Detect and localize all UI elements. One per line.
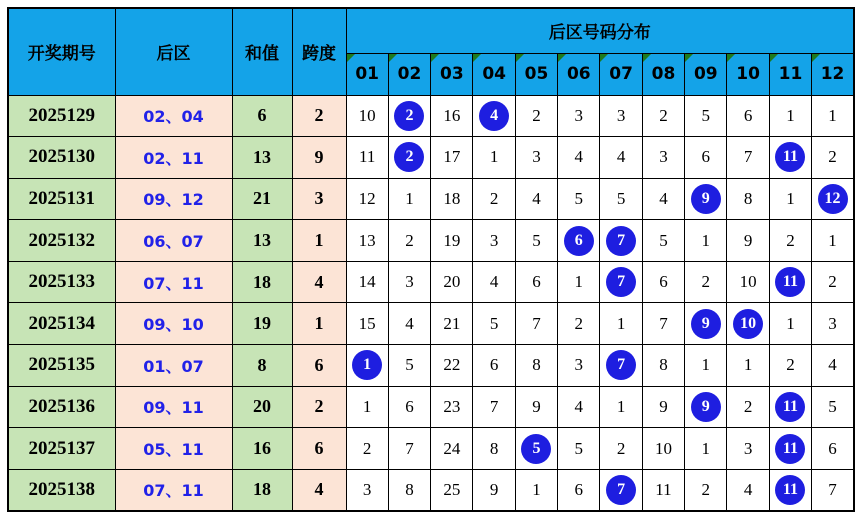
dist-cell: 6 bbox=[558, 469, 600, 511]
table-row bbox=[8, 178, 854, 220]
dist-cell: 8 bbox=[642, 345, 684, 387]
dist-cell: 2 bbox=[685, 261, 727, 303]
dist-cell: 5 bbox=[558, 428, 600, 470]
dist-cell: 1 bbox=[769, 95, 811, 137]
dist-cell: 3 bbox=[388, 261, 430, 303]
table-header bbox=[8, 8, 854, 95]
dist-cell: 8 bbox=[388, 469, 430, 511]
dist-cell: 2 bbox=[769, 220, 811, 262]
drawn-number-ball: 11 bbox=[775, 267, 805, 297]
dist-cell: 7 bbox=[388, 428, 430, 470]
dist-cell bbox=[769, 428, 811, 470]
dist-cell: 1 bbox=[600, 386, 642, 428]
dist-cell: 4 bbox=[515, 178, 557, 220]
dist-cell: 14 bbox=[346, 261, 388, 303]
dist-cell: 24 bbox=[431, 428, 473, 470]
dist-cell: 8 bbox=[727, 178, 769, 220]
comment-triangle-icon bbox=[770, 54, 778, 62]
dist-col-header-07: 07 bbox=[600, 53, 642, 95]
comment-triangle-icon bbox=[516, 54, 524, 62]
dist-cell: 1 bbox=[515, 469, 557, 511]
dist-col-header-06: 06 bbox=[558, 53, 600, 95]
drawn-number-ball: 5 bbox=[521, 434, 551, 464]
draw-period-cell: 2025138 bbox=[8, 469, 115, 511]
header-draw-period: 开奖期号 bbox=[8, 8, 115, 95]
dist-cell bbox=[685, 303, 727, 345]
sum-cell: 8 bbox=[232, 345, 292, 387]
span-cell: 2 bbox=[292, 95, 346, 137]
dist-cell: 5 bbox=[388, 345, 430, 387]
drawn-number-ball: 2 bbox=[394, 101, 424, 131]
dist-cell: 2 bbox=[473, 178, 515, 220]
back-zone-cell: 02、04 bbox=[115, 95, 232, 137]
dist-cell: 1 bbox=[558, 261, 600, 303]
comment-triangle-icon bbox=[812, 54, 820, 62]
dist-cell: 23 bbox=[431, 386, 473, 428]
back-zone-cell: 07、11 bbox=[115, 469, 232, 511]
dist-cell bbox=[558, 220, 600, 262]
sum-cell: 13 bbox=[232, 220, 292, 262]
lottery-trend-table bbox=[7, 7, 855, 512]
comment-triangle-icon bbox=[389, 54, 397, 62]
drawn-number-ball: 12 bbox=[818, 184, 848, 214]
sum-cell: 19 bbox=[232, 303, 292, 345]
drawn-number-ball: 11 bbox=[775, 142, 805, 172]
dist-col-header-12: 12 bbox=[812, 53, 854, 95]
back-zone-cell: 02、11 bbox=[115, 137, 232, 179]
table-row bbox=[8, 345, 854, 387]
dist-col-header-02: 02 bbox=[388, 53, 430, 95]
dist-cell: 11 bbox=[642, 469, 684, 511]
comment-triangle-icon bbox=[685, 54, 693, 62]
dist-cell bbox=[769, 261, 811, 303]
dist-cell: 9 bbox=[473, 469, 515, 511]
dist-cell: 6 bbox=[515, 261, 557, 303]
draw-period-cell: 2025132 bbox=[8, 220, 115, 262]
table-row bbox=[8, 386, 854, 428]
sum-cell: 21 bbox=[232, 178, 292, 220]
dist-cell: 10 bbox=[346, 95, 388, 137]
dist-cell bbox=[685, 178, 727, 220]
dist-cell: 5 bbox=[558, 178, 600, 220]
dist-cell: 3 bbox=[558, 95, 600, 137]
dist-cell: 9 bbox=[727, 220, 769, 262]
dist-cell: 13 bbox=[346, 220, 388, 262]
dist-cell: 5 bbox=[812, 386, 854, 428]
dist-cell: 15 bbox=[346, 303, 388, 345]
dist-cell: 20 bbox=[431, 261, 473, 303]
drawn-number-ball: 9 bbox=[691, 184, 721, 214]
dist-cell bbox=[515, 428, 557, 470]
dist-cell bbox=[388, 95, 430, 137]
draw-period-cell: 2025134 bbox=[8, 303, 115, 345]
dist-col-header-05: 05 bbox=[515, 53, 557, 95]
dist-cell: 4 bbox=[558, 137, 600, 179]
span-cell: 1 bbox=[292, 303, 346, 345]
dist-cell: 8 bbox=[515, 345, 557, 387]
drawn-number-ball: 7 bbox=[606, 267, 636, 297]
dist-col-header-03: 03 bbox=[431, 53, 473, 95]
dist-cell: 2 bbox=[515, 95, 557, 137]
dist-col-header-11: 11 bbox=[769, 53, 811, 95]
dist-cell: 1 bbox=[388, 178, 430, 220]
dist-cell: 4 bbox=[727, 469, 769, 511]
dist-cell: 5 bbox=[473, 303, 515, 345]
dist-cell: 4 bbox=[558, 386, 600, 428]
dist-cell: 7 bbox=[515, 303, 557, 345]
span-cell: 9 bbox=[292, 137, 346, 179]
dist-col-header-04: 04 bbox=[473, 53, 515, 95]
dist-cell: 3 bbox=[600, 95, 642, 137]
dist-cell bbox=[769, 469, 811, 511]
span-cell: 6 bbox=[292, 345, 346, 387]
dist-cell bbox=[388, 137, 430, 179]
dist-cell: 21 bbox=[431, 303, 473, 345]
dist-cell bbox=[473, 95, 515, 137]
dist-cell: 7 bbox=[812, 469, 854, 511]
comment-triangle-icon bbox=[347, 54, 355, 62]
dist-cell: 9 bbox=[515, 386, 557, 428]
span-cell: 1 bbox=[292, 220, 346, 262]
dist-cell: 11 bbox=[346, 137, 388, 179]
drawn-number-ball: 4 bbox=[479, 101, 509, 131]
drawn-number-ball: 1 bbox=[352, 350, 382, 380]
dist-cell: 10 bbox=[642, 428, 684, 470]
comment-triangle-icon bbox=[643, 54, 651, 62]
draw-period-cell: 2025133 bbox=[8, 261, 115, 303]
span-cell: 2 bbox=[292, 386, 346, 428]
dist-cell: 1 bbox=[473, 137, 515, 179]
drawn-number-ball: 11 bbox=[775, 475, 805, 505]
dist-cell: 2 bbox=[388, 220, 430, 262]
dist-cell: 19 bbox=[431, 220, 473, 262]
comment-triangle-icon bbox=[727, 54, 735, 62]
comment-triangle-icon bbox=[558, 54, 566, 62]
table-body bbox=[8, 95, 854, 511]
dist-cell: 1 bbox=[812, 220, 854, 262]
dist-cell: 4 bbox=[388, 303, 430, 345]
back-zone-cell: 01、07 bbox=[115, 345, 232, 387]
span-cell: 3 bbox=[292, 178, 346, 220]
dist-col-header-10: 10 bbox=[727, 53, 769, 95]
dist-cell: 6 bbox=[727, 95, 769, 137]
drawn-number-ball: 9 bbox=[691, 392, 721, 422]
header-sum: 和值 bbox=[232, 8, 292, 95]
dist-cell: 1 bbox=[685, 428, 727, 470]
dist-cell: 3 bbox=[727, 428, 769, 470]
back-zone-cell: 05、11 bbox=[115, 428, 232, 470]
dist-cell: 4 bbox=[812, 345, 854, 387]
table-row bbox=[8, 303, 854, 345]
sum-cell: 16 bbox=[232, 428, 292, 470]
table-row bbox=[8, 261, 854, 303]
table-row bbox=[8, 137, 854, 179]
comment-triangle-icon bbox=[473, 54, 481, 62]
dist-cell: 1 bbox=[600, 303, 642, 345]
dist-cell: 10 bbox=[727, 261, 769, 303]
dist-cell: 1 bbox=[727, 345, 769, 387]
dist-cell: 6 bbox=[812, 428, 854, 470]
dist-cell: 5 bbox=[642, 220, 684, 262]
dist-cell: 9 bbox=[642, 386, 684, 428]
back-zone-cell: 09、12 bbox=[115, 178, 232, 220]
dist-cell bbox=[600, 261, 642, 303]
dist-cell: 1 bbox=[769, 303, 811, 345]
drawn-number-ball: 6 bbox=[564, 226, 594, 256]
dist-cell bbox=[727, 303, 769, 345]
dist-cell: 18 bbox=[431, 178, 473, 220]
dist-cell: 22 bbox=[431, 345, 473, 387]
span-cell: 4 bbox=[292, 469, 346, 511]
dist-cell: 12 bbox=[346, 178, 388, 220]
dist-cell: 2 bbox=[769, 345, 811, 387]
dist-cell bbox=[769, 386, 811, 428]
dist-cell: 16 bbox=[431, 95, 473, 137]
drawn-number-ball: 7 bbox=[606, 226, 636, 256]
dist-cell: 25 bbox=[431, 469, 473, 511]
back-zone-cell: 09、10 bbox=[115, 303, 232, 345]
dist-cell: 4 bbox=[600, 137, 642, 179]
dist-cell bbox=[346, 345, 388, 387]
dist-col-header-09: 09 bbox=[685, 53, 727, 95]
span-cell: 6 bbox=[292, 428, 346, 470]
dist-cell: 7 bbox=[727, 137, 769, 179]
dist-cell: 4 bbox=[642, 178, 684, 220]
table-row bbox=[8, 220, 854, 262]
dist-cell: 2 bbox=[685, 469, 727, 511]
dist-cell bbox=[600, 345, 642, 387]
dist-cell: 2 bbox=[346, 428, 388, 470]
dist-cell: 6 bbox=[388, 386, 430, 428]
dist-cell: 5 bbox=[515, 220, 557, 262]
dist-cell: 3 bbox=[812, 303, 854, 345]
sum-cell: 6 bbox=[232, 95, 292, 137]
dist-cell: 6 bbox=[685, 137, 727, 179]
comment-triangle-icon bbox=[600, 54, 608, 62]
span-cell: 4 bbox=[292, 261, 346, 303]
table-row bbox=[8, 469, 854, 511]
dist-cell bbox=[769, 137, 811, 179]
dist-cell: 1 bbox=[685, 345, 727, 387]
comment-triangle-icon bbox=[431, 54, 439, 62]
dist-cell: 2 bbox=[642, 95, 684, 137]
draw-period-cell: 2025130 bbox=[8, 137, 115, 179]
drawn-number-ball: 11 bbox=[775, 392, 805, 422]
drawn-number-ball: 11 bbox=[775, 434, 805, 464]
dist-cell bbox=[600, 469, 642, 511]
dist-cell: 8 bbox=[473, 428, 515, 470]
dist-cell: 1 bbox=[685, 220, 727, 262]
dist-cell bbox=[685, 386, 727, 428]
dist-cell: 7 bbox=[473, 386, 515, 428]
dist-cell: 2 bbox=[558, 303, 600, 345]
dist-cell: 5 bbox=[685, 95, 727, 137]
dist-cell: 6 bbox=[473, 345, 515, 387]
dist-cell: 3 bbox=[473, 220, 515, 262]
dist-cell: 1 bbox=[812, 95, 854, 137]
draw-period-cell: 2025136 bbox=[8, 386, 115, 428]
draw-period-cell: 2025129 bbox=[8, 95, 115, 137]
dist-cell: 17 bbox=[431, 137, 473, 179]
dist-cell: 6 bbox=[642, 261, 684, 303]
sum-cell: 13 bbox=[232, 137, 292, 179]
drawn-number-ball: 7 bbox=[606, 350, 636, 380]
sum-cell: 18 bbox=[232, 469, 292, 511]
drawn-number-ball: 9 bbox=[691, 309, 721, 339]
dist-cell: 3 bbox=[515, 137, 557, 179]
dist-cell bbox=[600, 220, 642, 262]
dist-cell: 3 bbox=[346, 469, 388, 511]
dist-cell: 2 bbox=[812, 261, 854, 303]
dist-cell: 2 bbox=[727, 386, 769, 428]
back-zone-cell: 09、11 bbox=[115, 386, 232, 428]
draw-period-cell: 2025135 bbox=[8, 345, 115, 387]
dist-cell: 1 bbox=[769, 178, 811, 220]
table-row bbox=[8, 428, 854, 470]
dist-cell: 2 bbox=[812, 137, 854, 179]
dist-cell: 3 bbox=[642, 137, 684, 179]
dist-cell bbox=[812, 178, 854, 220]
table-row bbox=[8, 95, 854, 137]
dist-cell: 2 bbox=[600, 428, 642, 470]
back-zone-cell: 07、11 bbox=[115, 261, 232, 303]
dist-cell: 3 bbox=[558, 345, 600, 387]
draw-period-cell: 2025137 bbox=[8, 428, 115, 470]
dist-cell: 1 bbox=[346, 386, 388, 428]
back-zone-cell: 06、07 bbox=[115, 220, 232, 262]
drawn-number-ball: 7 bbox=[606, 475, 636, 505]
header-distribution: 后区号码分布 bbox=[346, 8, 854, 53]
dist-col-header-08: 08 bbox=[642, 53, 684, 95]
sum-cell: 18 bbox=[232, 261, 292, 303]
header-back-zone: 后区 bbox=[115, 8, 232, 95]
drawn-number-ball: 2 bbox=[394, 142, 424, 172]
drawn-number-ball: 10 bbox=[733, 309, 763, 339]
dist-cell: 4 bbox=[473, 261, 515, 303]
draw-period-cell: 2025131 bbox=[8, 178, 115, 220]
dist-cell: 7 bbox=[642, 303, 684, 345]
header-span: 跨度 bbox=[292, 8, 346, 95]
dist-cell: 5 bbox=[600, 178, 642, 220]
dist-col-header-01: 01 bbox=[346, 53, 388, 95]
sum-cell: 20 bbox=[232, 386, 292, 428]
